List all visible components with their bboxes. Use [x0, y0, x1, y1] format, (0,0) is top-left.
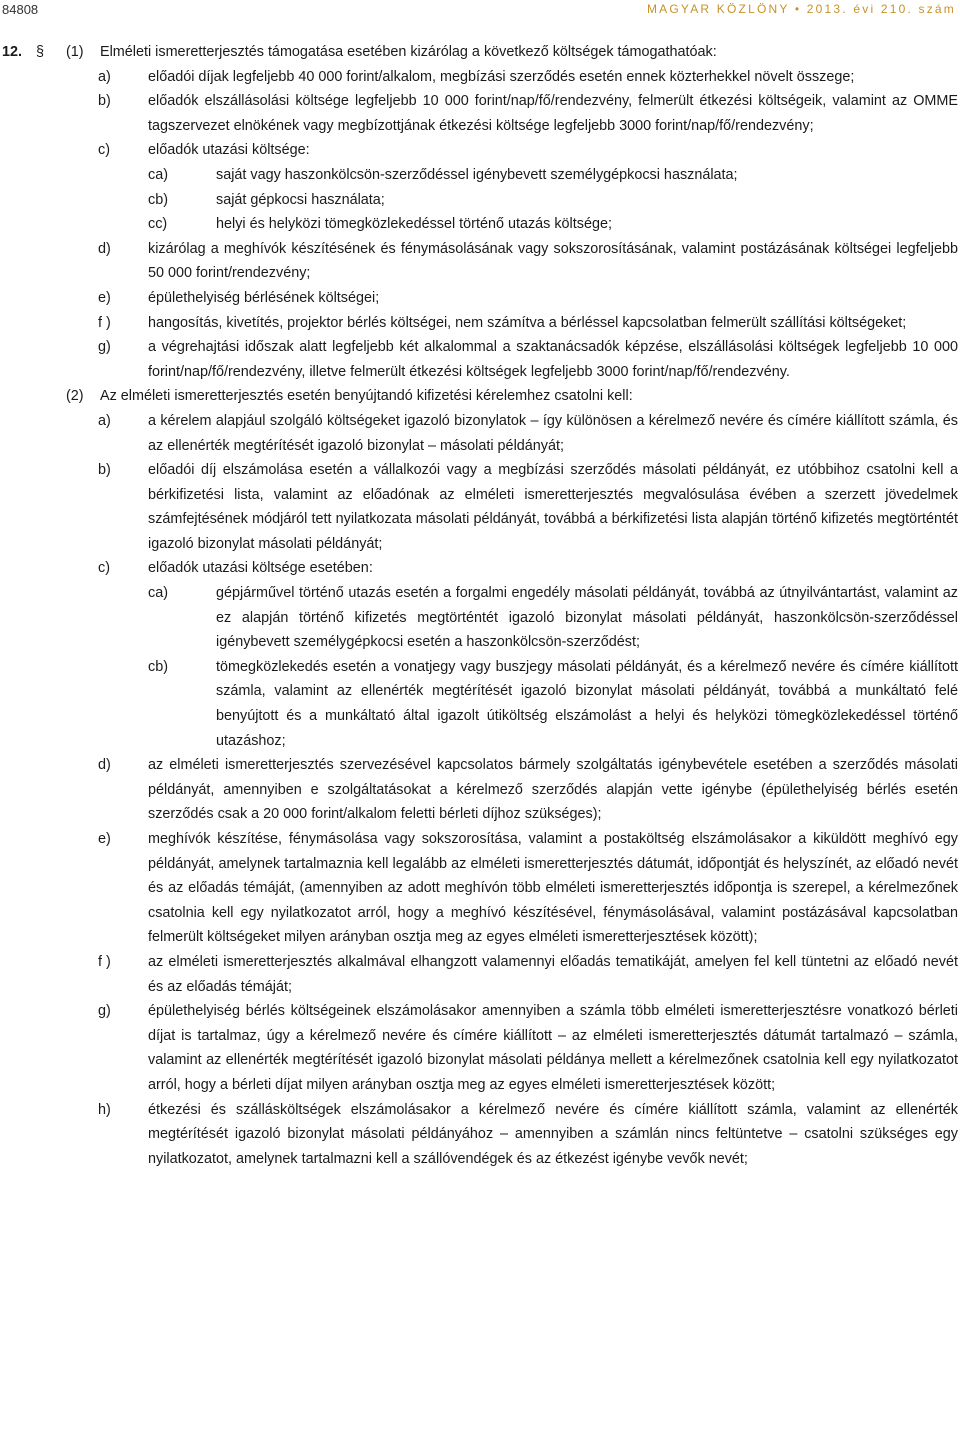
- item-label: a): [98, 68, 111, 85]
- list-item: [0, 556, 960, 581]
- item-text: meghívók készítése, fénymásolása vagy sokszorosítása, valamint a postaköltség elszámolásakor a kiküldött meghívó egy példányát, amelynek tartalmaznia kell legalább az elméleti ismeretterjesztés dátumát, időpontját és helyszínét, az előadó nevét és az előadás témáját, (amennyiben az adott meghívón több elméleti ismeretterjesztés időpontja is szerepel, a kérelmezőnek csatolnia kell egy nyilatkozatot arról, hogy a meghívó készítésével, fénymásolásával, valamint postázásával kapcsolatban felmerült költségeket milyen arányban osztja meg az egyes elméleti ismeretterjesztések között);: [148, 831, 958, 946]
- item-text: étkezési és szállásköltségek elszámolásakor a kérelmező nevére és címére kiállított számla, valamint az ellenérték megtérítését igazoló bizonylat másolati példányához – amennyiben a számlán nincs feltüntetve – csatolni szükséges egy nyilatkozatot, amelynek tartalmazni kell a szállóvendégek és az étkezést igénybe vevők nevét;: [148, 1101, 958, 1167]
- item-text: előadók utazási költsége:: [148, 142, 310, 159]
- item-label: h): [98, 1101, 111, 1118]
- item-label: e): [98, 831, 111, 847]
- item-text: épülethelyiség bérlés költségeinek elszámolásakor amennyiben a számla több elméleti ismeretterjesztésre vonatkozó bérleti díjat is tartalmaz, úgy a kérelmező nevére és címére kiállított – az elméleti ismeretterjesztés dátumát tartalmazó – számla, valamint az ellenérték megtérítését igazoló bizonylat másolati példánya mellett a kérelmezőnek csatolnia kell egy nyilatkozatot arról, hogy a bérleti díjat milyen arányban osztja meg az egyes elméleti ismeretterjesztések között;: [148, 1003, 958, 1093]
- sub-item-label: cb): [148, 658, 168, 675]
- list-item: [0, 138, 960, 163]
- item-label: c): [98, 560, 110, 577]
- list-item: [0, 753, 960, 827]
- sub-list-item: [0, 212, 960, 237]
- sub-item-label: ca): [148, 585, 168, 602]
- paragraph-number: (1): [66, 44, 84, 60]
- sub-item-label: cc): [148, 216, 168, 233]
- list-item: [0, 827, 960, 950]
- section-number: 12.: [2, 44, 23, 60]
- list-item: [0, 409, 960, 458]
- sub-list-item: [0, 655, 960, 753]
- list-item: [0, 950, 960, 999]
- document-body: [0, 40, 960, 1171]
- list-item: [0, 1098, 960, 1172]
- sub-item-label: ca): [148, 166, 168, 183]
- item-label: d): [98, 240, 111, 257]
- item-text: az elméleti ismeretterjesztés szervezésével kapcsolatos bármely szolgáltatás igénybevétele esetében a szerződés másolati példányát, amennyiben e szolgáltatásokat a kérelmező szerződés alapján vette igénybe (épülethelyiség bérlés esetén szerződés csak a 20 000 forint/alkalom feletti bérleti díjhoz szükséges);: [148, 757, 958, 823]
- item-label: b): [98, 462, 111, 479]
- page-header: [0, 0, 960, 22]
- item-text: előadók elszállásolási költsége legfeljebb 10 000 forint/nap/fő/rendezvény, felmerült étkezési költségeik, valamint az OMME tagszervezet elnökének vagy megbízottjának étkezési költsége legfeljebb 3000 forint/nap/fő/rendezvény;: [148, 93, 958, 134]
- item-label: f ): [98, 314, 111, 331]
- sub-item-text: saját vagy haszonkölcsön-szerződéssel igénybevett személygépkocsi használata;: [216, 166, 738, 183]
- sub-list-item: [0, 581, 960, 655]
- paragraph-intro: Az elméleti ismeretterjesztés esetén benyújtandó kifizetési kérelemhez csatolni kell:: [100, 388, 633, 405]
- item-text: a kérelem alapjául szolgáló költségeket igazoló bizonylatok – így különösen a kérelmező nevére és címére kiállított számla, és az ellenérték megtérítését igazoló bizonylat – másolati példányát;: [148, 412, 958, 454]
- item-label: a): [98, 412, 111, 429]
- paragraph-1-intro: [0, 40, 960, 65]
- sub-item-text: tömegközlekedés esetén a vonatjegy vagy buszjegy másolati példányát, és a kérelmező nevére és címére kiállított számla, valamint az ellenérték megtérítését igazoló bizonylat másolati példányát, továbbá a munkáltató felé benyújtott és a munkáltató által igazolt útiköltség elszámolást a helyi és helyközi tömegközlekedéssel történő utazáshoz;: [216, 658, 958, 749]
- item-label: b): [98, 93, 111, 110]
- item-label: g): [98, 339, 111, 356]
- sub-item-text: helyi és helyközi tömegközlekedéssel történő utazás költsége;: [216, 216, 612, 233]
- list-item: [0, 237, 960, 286]
- item-label: c): [98, 142, 110, 159]
- item-label: f ): [98, 953, 111, 970]
- paragraph-number: (2): [66, 388, 84, 405]
- page-number: 84808: [2, 2, 39, 17]
- item-text: hangosítás, kivetítés, projektor bérlés költségei, nem számítva a bérléssel kapcsolatban felmerült szállítási költségeket;: [148, 314, 907, 331]
- sub-list-item: [0, 163, 960, 188]
- section-symbol: §: [36, 44, 45, 60]
- paragraph-intro: Elméleti ismeretterjesztés támogatása esetében kizárólag a következő költségek támogathatóak:: [100, 44, 717, 60]
- item-text: előadói díjak legfeljebb 40 000 forint/alkalom, megbízási szerződés esetén ennek közterhekkel növelt összege;: [148, 68, 855, 85]
- item-text: a végrehajtási időszak alatt legfeljebb két alkalommal a szaktanácsadók képzése, elszállásolási költségek legfeljebb 10 000 forint/nap/fő/rendezvény, illetve felmerült étkezési költségek legfeljebb 3000 forint/nap/fő/rendezvény.: [148, 339, 958, 380]
- item-text: az elméleti ismeretterjesztés alkalmával elhangzott valamennyi előadás tematikáját, amelyen fel kell tüntetni az előadó nevét és az előadás témáját;: [148, 953, 958, 995]
- paragraph-2-intro: [0, 384, 960, 409]
- item-text: épülethelyiség bérlésének költségei;: [148, 289, 380, 306]
- list-item: [0, 999, 960, 1097]
- sub-item-text: gépjárművel történő utazás esetén a forgalmi engedély másolati példányát, továbbá az útnyilvántartást, valamint az ez alapján történő kifizetés megtörténtét igazoló bizonylat másolati példányát, haszonkölcsön-szerződéssel igénybevett személygépkocsi esetén a haszonkölcsön-szerződést;: [216, 585, 958, 651]
- item-label: e): [98, 289, 111, 306]
- list-item: [0, 335, 960, 384]
- running-head: MAGYAR KÖZLÖNY • 2013. évi 210. szám: [646, 2, 956, 16]
- list-item: [0, 89, 960, 138]
- sub-list-item: [0, 188, 960, 213]
- list-item: [0, 65, 960, 90]
- item-text: kizárólag a meghívók készítésének és fénymásolásának vagy sokszorosításának, valamint postázásának költségei legfeljebb 50 000 forint/rendezvény;: [148, 240, 958, 282]
- list-item: [0, 311, 960, 336]
- item-text: előadói díj elszámolása esetén a vállalkozói vagy a megbízási szerződés másolati példányát, ez utóbbihoz csatolni kell a bérkifizetési lista, valamint az előadónak az elméleti ismeretterjesztés megvalósulása évében a szerzett jövedelmek számfejtésének módjáról tett nyilatkozata másolati példányát, továbbá a bérkifizetési lista alapján történő kifizetés megtörténtét igazoló bizonylat másolati példányát;: [148, 462, 958, 552]
- item-text: előadók utazási költsége esetében:: [148, 560, 373, 577]
- list-item: [0, 286, 960, 311]
- item-label: d): [98, 757, 111, 774]
- item-label: g): [98, 1003, 111, 1020]
- list-item: [0, 458, 960, 556]
- sub-item-text: saját gépkocsi használata;: [216, 191, 385, 208]
- sub-item-label: cb): [148, 191, 168, 208]
